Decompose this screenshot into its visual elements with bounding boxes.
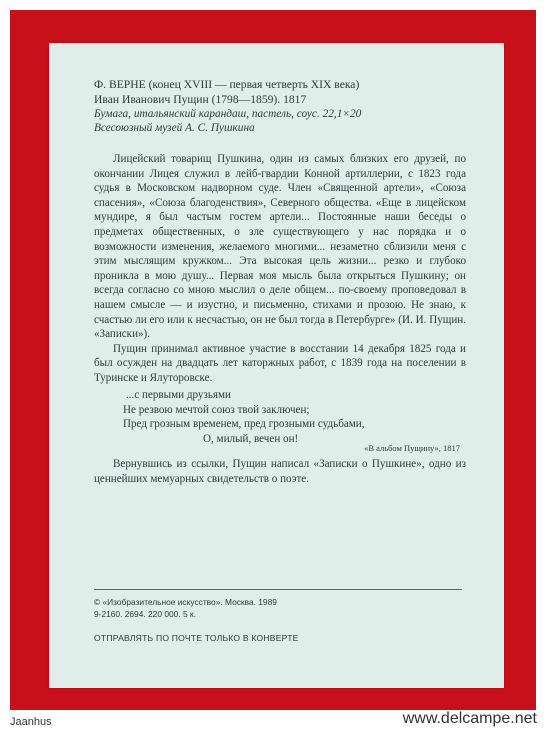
museum-line: Всесоюзный музей А. С. Пушкина xyxy=(94,122,255,134)
artwork-details xyxy=(94,107,466,135)
watermark-site: www.delcampe.net xyxy=(402,710,537,727)
medium-line: Бумага, итальянский карандаш, пастель, соус. 22,1×20 xyxy=(94,108,362,120)
copyright-line: © «Изобразительное искусство». Москва. 1989 xyxy=(94,597,277,607)
title-line: Иван Иванович Пущин (1798—1859). 1817 xyxy=(94,93,307,106)
print-codes: 9-2160. 2694. 220 000. 5 к. xyxy=(94,609,196,619)
poem-line: ...с первыми друзьями xyxy=(126,389,231,401)
closing-text xyxy=(94,457,466,486)
paragraph-uprising: Пущин принимал активное участие в восстании 14 декабря 1825 года и был осужден на двадцать лет каторжных работ, с 1839 года на поселении в Туринске и Ялуторовске. xyxy=(94,342,466,384)
poem-line: Пред грозным временем, пред грозными судьбами, xyxy=(123,418,365,431)
description-text xyxy=(94,152,466,386)
divider xyxy=(94,589,462,590)
poem-source: «В альбом Пущину», 1817 xyxy=(364,443,460,453)
paragraph-closing: Вернувшись из ссылки, Пущин написал «Записки о Пушкине», одно из ценнейших мемуарных свидетельств о поэте. xyxy=(94,458,466,485)
paragraph-biography: Лицейский товарищ Пушкина, один из самых близких его друзей, по окончании Лицея служил в лейб-гвардии Конной артиллерии, с 1823 года судья в Московском надворном суде. Член «Священной артели», «Союза спасения», «Союза благоденствия», Северного общества. «Еще в лицейском мундире, я был частым гостем артели... Постоянные наши беседы о предметах общественных, о зле существующего у нас порядка и о возможности изменения, желаемого многими... незаметно сблизили меня с этим мыслящим кружком... Эта высокая цель жизни... резко и глубоко проникла в мою душу... Первая моя мысль была открыться Пушкину; он всегда согласно со мною мыслил о деле общем... по-своему проповедовал в нашем смысле — и изустно, и письменно, стихами и прозою. Не знаю, к счастью ли его или к несчастью, он не был тогда в Петербурге» (И. И. Пущин. «Записки»). xyxy=(94,153,466,341)
poem-line: О, милый, вечен он! xyxy=(203,432,299,445)
imprint xyxy=(94,596,466,620)
watermark-owner: Jaanhus xyxy=(10,716,52,728)
artwork-caption xyxy=(94,77,466,107)
mailing-instruction: ОТПРАВЛЯТЬ ПО ПОЧТЕ ТОЛЬКО В КОНВЕРТЕ xyxy=(94,633,299,643)
postcard xyxy=(49,43,504,688)
poem-line: Не резвою мечтой союз твой заключен; xyxy=(123,403,310,416)
artist-line: Ф. ВЕРНЕ (конец XVIII — первая четверть XIX века) xyxy=(94,78,360,91)
poem xyxy=(123,388,466,446)
